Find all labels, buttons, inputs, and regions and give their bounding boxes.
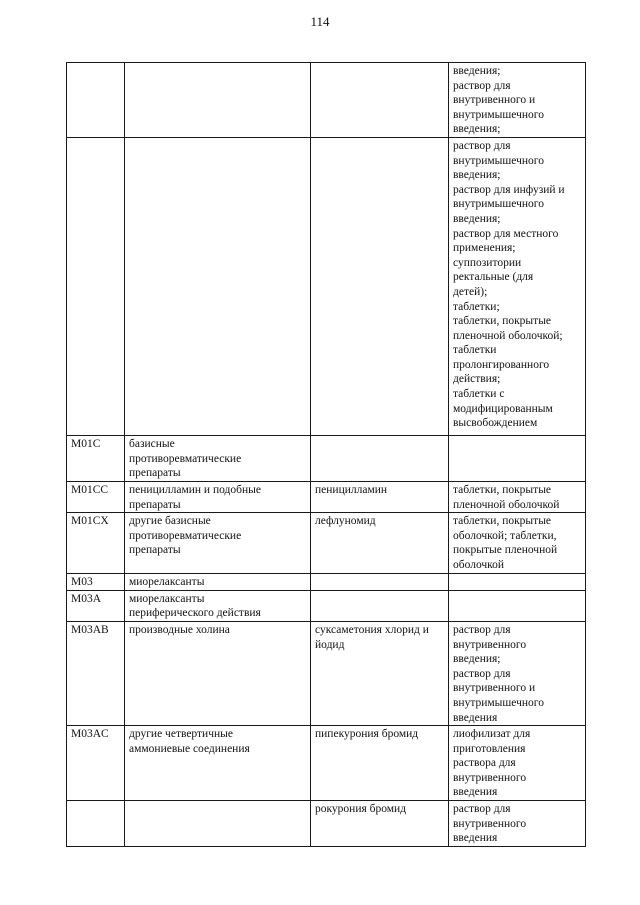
inn-cell: суксаметония хлорид и йодид — [311, 621, 449, 725]
table-row — [67, 621, 586, 725]
table-row — [67, 513, 586, 574]
inn-cell — [311, 590, 449, 621]
table-row — [67, 63, 586, 138]
table-row — [67, 801, 586, 847]
inn-cell — [311, 435, 449, 481]
atc-code-cell: M01CC — [67, 481, 125, 512]
atc-code-cell — [67, 63, 125, 138]
group-name-cell: другие четвертичные аммониевые соединения — [125, 726, 311, 801]
atc-code-cell: M01CX — [67, 513, 125, 574]
dosage-forms-cell — [449, 590, 586, 621]
table-row — [67, 435, 586, 481]
group-name-cell — [125, 63, 311, 138]
dosage-forms-cell: таблетки, покрытые пленочной оболочкой — [449, 481, 586, 512]
group-name-cell: производные холина — [125, 621, 311, 725]
dosage-forms-cell — [449, 435, 586, 481]
group-name-cell: другие базисные противоревматические препараты — [125, 513, 311, 574]
inn-cell — [311, 137, 449, 435]
group-name-cell: базисные противоревматические препараты — [125, 435, 311, 481]
atc-code-cell: M03 — [67, 574, 125, 591]
table-row — [67, 726, 586, 801]
group-name-cell — [125, 801, 311, 847]
inn-cell: пеницилламин — [311, 481, 449, 512]
dosage-forms-cell: раствор для внутривенного введения; раствор для внутривенного и внутримышечного введения — [449, 621, 586, 725]
atc-code-cell: M03AC — [67, 726, 125, 801]
table-row — [67, 481, 586, 512]
inn-cell — [311, 63, 449, 138]
inn-cell: пипекурония бромид — [311, 726, 449, 801]
table-row — [67, 590, 586, 621]
inn-cell — [311, 574, 449, 591]
dosage-forms-cell: введения; раствор для внутривенного и внутримышечного введения; — [449, 63, 586, 138]
atc-code-cell: M03AB — [67, 621, 125, 725]
atc-code-cell — [67, 137, 125, 435]
dosage-forms-cell: лиофилизат для приготовления раствора для внутривенного введения — [449, 726, 586, 801]
atc-code-cell: M01C — [67, 435, 125, 481]
atc-code-cell: M03A — [67, 590, 125, 621]
inn-cell: лефлуномид — [311, 513, 449, 574]
inn-cell: рокурония бромид — [311, 801, 449, 847]
dosage-forms-cell: таблетки, покрытые оболочкой; таблетки, покрытые пленочной оболочкой — [449, 513, 586, 574]
table-row — [67, 574, 586, 591]
page-number: 114 — [310, 14, 330, 29]
table-row — [67, 137, 586, 435]
group-name-cell: пеницилламин и подобные препараты — [125, 481, 311, 512]
group-name-cell — [125, 137, 311, 435]
atc-code-cell — [67, 801, 125, 847]
group-name-cell: миорелаксанты — [125, 574, 311, 591]
dosage-forms-cell: раствор для внутримышечного введения; раствор для инфузий и внутримышечного введения; раствор для местного применения; суппозитории ректальные (для детей); таблетки; таблетки, покрытые пленочной оболочкой; таблетки пролонгированного действия; таблетки с модифицированным высвобождением — [449, 137, 586, 435]
dosage-forms-cell: раствор для внутривенного введения — [449, 801, 586, 847]
dosage-forms-cell — [449, 574, 586, 591]
drug-table — [66, 62, 586, 847]
group-name-cell: миорелаксанты периферического действия — [125, 590, 311, 621]
